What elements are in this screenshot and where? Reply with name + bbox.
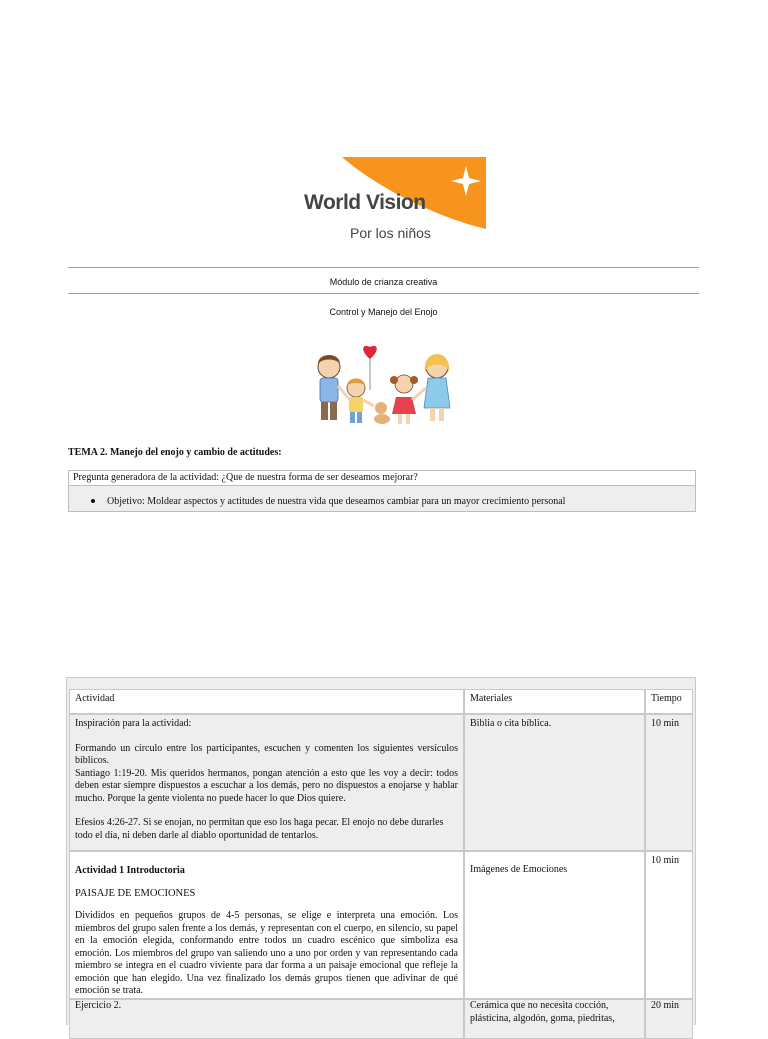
module-title: Módulo de crianza creativa bbox=[329, 277, 438, 287]
objective-row bbox=[69, 486, 695, 511]
row1-time: 10 min bbox=[651, 718, 680, 729]
row1-title: Inspiración para la actividad: bbox=[75, 718, 192, 729]
activity-table bbox=[66, 677, 696, 1025]
logo-brand-text: World Vision bbox=[304, 191, 426, 214]
row1-paragraph-3: Efesios 4:26-27. Si se enojan, no permitan que eso los haga pecar. El enojo no debe durarles todo el día, ni deben darle al diablo oportunidad de tentarlos. bbox=[75, 817, 444, 841]
row3-title: Ejercicio 2. bbox=[75, 1000, 122, 1011]
bullet-icon bbox=[91, 499, 95, 503]
header-activity-label: Actividad bbox=[75, 693, 115, 704]
table-row-1-materials bbox=[464, 714, 645, 851]
row1-paragraph-1: Formando un círculo entre los participantes, escuchen y comenten los siguientes versículos bíblicos. bbox=[75, 742, 458, 766]
family-illustration bbox=[304, 342, 462, 428]
table-row-1-activity bbox=[69, 714, 464, 851]
row2-time: 10 min bbox=[651, 855, 680, 866]
row2-paragraph-1: Divididos en pequeños grupos de 4-5 personas, se elige e interpreta una emoción. Los miembros del grupo salen frente a los demás, y representan con el cuerpo, en silencio, su papel en la emoción elegida, conformando entre todos un cuadro escénico que simboliza esa emoción. Los miembros del grupo van saliendo uno a uno por orden y van representando cada miembro se integra en el cuadro viviente para dar forma a un paisaje emocional que refleje la emoción que han elegido. Una vez finalizado los demás grupos tienen que adivinar de qué emoción se trata. bbox=[75, 910, 458, 996]
table-row-3-materials bbox=[464, 999, 645, 1039]
row2-subtitle: PAISAJE DE EMOCIONES bbox=[75, 887, 196, 899]
row3-materials: Cerámica que no necesita cocción, plásticina, algodón, goma, piedritas, bbox=[470, 1000, 615, 1024]
header-time bbox=[645, 689, 693, 714]
table-row-2-time bbox=[645, 851, 693, 999]
table-row-2-materials bbox=[464, 851, 645, 999]
header-time-label: Tiempo bbox=[651, 693, 682, 704]
table-row-1-time bbox=[645, 714, 693, 851]
header-materials-label: Materiales bbox=[470, 693, 513, 704]
row2-materials: Imágenes de Emociones bbox=[470, 864, 568, 875]
table-row-3-time bbox=[645, 999, 693, 1039]
row1-materials: Biblia o cita bíblica. bbox=[470, 718, 552, 729]
activity-intro-box bbox=[68, 470, 696, 512]
row3-time: 20 min bbox=[651, 1000, 680, 1011]
divider-top bbox=[68, 267, 699, 268]
objective-text: Objetivo: Moldear aspectos y actitudes de nuestra vida que deseamos cambiar para un mayor crecimiento personal bbox=[107, 496, 566, 507]
row2-title: Actividad 1 Introductoria bbox=[75, 865, 185, 876]
world-vision-logo bbox=[286, 157, 486, 253]
header-materials bbox=[464, 689, 645, 714]
logo-tagline: Por los niños bbox=[350, 225, 431, 241]
topic-title: Control y Manejo del Enojo bbox=[329, 307, 438, 317]
table-row-3-activity bbox=[69, 999, 464, 1039]
header-activity bbox=[69, 689, 464, 714]
divider-middle bbox=[68, 293, 699, 294]
guiding-question: Pregunta generadora de la actividad: ¿Que de nuestra forma de ser deseamos mejorar? bbox=[69, 471, 695, 486]
table-row-2-activity bbox=[69, 851, 464, 999]
section-title: TEMA 2. Manejo del enojo y cambio de actitudes: bbox=[68, 447, 282, 458]
row1-paragraph-2: Santiago 1:19-20. Mis queridos hermanos, pongan atención a esto que les voy a decir: todos deben estar siempre dispuestos a escuchar a los demás, pero no dispuestos a enojarse y hablar mucho. Porque la gente violenta no puede hacer lo que Dios quiere. bbox=[75, 767, 458, 804]
